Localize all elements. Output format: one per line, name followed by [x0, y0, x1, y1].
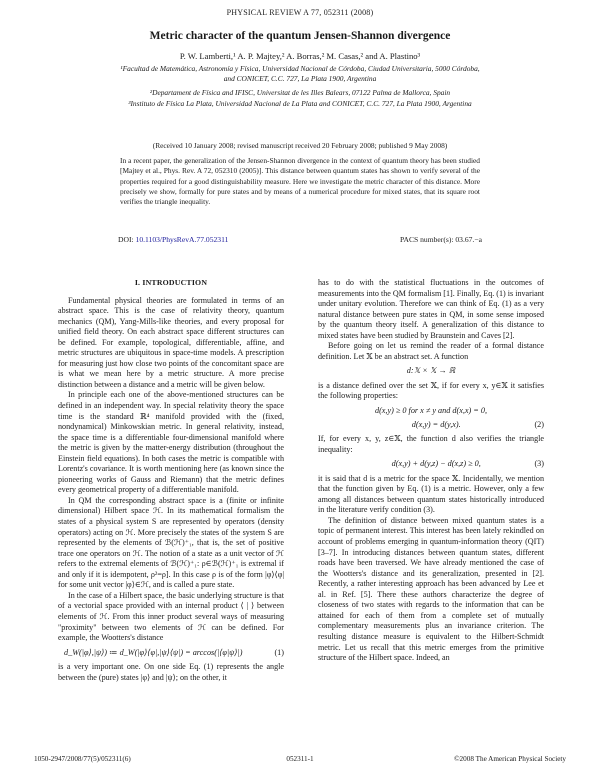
doi-label: DOI:: [118, 235, 134, 244]
equation-2a: d(x,y) ≥ 0 for x ≠ y and d(x,x) = 0,: [374, 406, 488, 416]
paragraph: has to do with the statistical fluctuations in the outcomes of measurements into the QM formalism [1]. Finally, Eq. (1) is invariant under unitary evolution. Therefore we can think of Eq. (1) as a very natural distance between pure states in QM, in some sense imposed by the quantum theory itself. A generalization of this distance to mixed states have been studied by Braunstein and Caves [2].: [318, 278, 544, 340]
abstract: In a recent paper, the generalization of the Jensen-Shannon divergence in the context of quantum theory has been studied [Majtey et al., Phys. Rev. A 72, 052310 (2005)]. This distance between quantum states has shown to verify several of the properties required for a good distinguishability measure. Here we investigate the metric character of this distance. More precisely we show, formally for pure states and by means of a numerical procedure for mixed states, that its square root verifies the triangle inequality.: [120, 156, 480, 207]
equation-3-body: d(x,y) + d(y,z) − d(x,z) ≥ 0,: [391, 459, 481, 469]
author-list: P. W. Lamberti,¹ A. P. Majtey,² A. Borras,² M. Casas,² and A. Plastino³: [179, 51, 421, 61]
affiliation-2: ²Departament de Física and IFISC, Universitat de les Illes Balears, 07122 Palma de Mallorca, Spain: [149, 88, 451, 97]
footer-issn: 1050-2947/2008/77(5)/052311(6): [34, 755, 131, 763]
paragraph: is a distance defined over the set 𝕏, if for every x, y∈𝕏 it satisfies the following properties:: [318, 380, 544, 401]
paper-title: Metric character of the quantum Jensen-Shannon divergence: [149, 30, 451, 42]
paragraph: The definition of distance between mixed quantum states is a topic of permanent interest. This interest has been lately rekindled on account of problems emerging in quantum-information theory (QIT) [3–7]. In introducing distances between quantum states, different roads have been traversed. We have already mentioned the case of the Wootters's distance and its generalization, presented in [2]. Recently, a rather interesting approach has been advanced by Lee et al. in Ref. [5]. There these authors characterize the degree of closeness of two states with regards to the information that can be attained for each of them from a complete set of mutually complementary measurements plus an invariance criterion. The resulting distance measure is equivalent to the Hilbert-Schmidt metric. Let us recall that this metric emerges from the primitive structure of the Hilbert space. Indeed, an: [318, 515, 544, 663]
paragraph: In principle each one of the above-mentioned structures can be defined in an independent way. In special relativity theory the space time is the standard ℝ⁴ manifold provided with the (fixed, nondynamical) Minkowskian metric. In general relativity, instead, the space time is a differentiable four-dimensional manifold where the metric is given by the matter-energy distribution (throughout the Einstein field equations). In both cases the metric is compatible with Lorentz's covariance. It is worth mentioning here (as known since the pioneering works of Gauss and Riemann) that the metric defines every geometrical property of a differentiable manifold.: [58, 390, 284, 495]
equation-3-number: (3): [534, 459, 544, 469]
equation-1-body: d_W(|φ⟩,|ψ⟩) ≔ d_W(|φ⟩⟨φ|,|ψ⟩⟨ψ|) = arccos(|⟨φ|ψ⟩|): [64, 647, 243, 657]
footer-copyright: ©2008 The American Physical Society: [454, 755, 566, 763]
equation-1: [64, 648, 284, 659]
section-heading: I. INTRODUCTION: [134, 278, 208, 287]
equation-2b: d(x,y) = d(y,x).: [411, 419, 461, 429]
paragraph: If, for every x, y, z∈𝕏, the function d also verifies the triangle inequality:: [318, 434, 544, 454]
equation-2-number: (2): [534, 419, 544, 429]
right-column: [318, 278, 544, 664]
paragraph: it is said that d is a metric for the space 𝕏. Incidentally, we mention that the function given by Eq. (1) is a metric. However, only a few among all distances between quantum states historically introduced in the literature verify condition (3).: [318, 473, 544, 515]
paragraph: Before going on let us remind the reader of a formal distance definition. Let 𝕏 be an abstract set. A function: [318, 341, 544, 361]
affiliation-1: ¹Facultad de Matemática, Astronomía y Física, Universidad Nacional de Córdoba, Ciudad Universitaria, 5000 Córdoba,: [120, 64, 480, 73]
running-head: PHYSICAL REVIEW A 77, 052311 (2008): [226, 8, 374, 17]
doi: [118, 235, 228, 244]
equation-distance-def: d:𝕏 × 𝕏 → ℝ: [406, 366, 456, 376]
equation-2: [318, 406, 544, 430]
paragraph: In QM the corresponding abstract space is a (finite or infinite dimensional) Hilbert space ℋ. In its mathematical formalism the states of a physical system S are represented by operators (density operators) acting on ℋ. More precisely the states of the system S are represented by the elements of ℬ(ℋ)⁺₁, that is, the set of positive trace one operators on ℋ. The notion of a state as a unit vector of ℋ refers to the extremal elements of ℬ(ℋ)⁺₁: ρ∈ℬ(ℋ)⁺₁ is extremal if and only if it is idempotent, ρ²=ρ]. In this case ρ is of the form |φ⟩⟨φ| for some unit vector |φ⟩∈ℋ, and is called a pure state.: [58, 495, 284, 590]
paragraph: Fundamental physical theories are formulated in terms of an abstract space. This is the case of relativity theory, quantum mechanics (QM), Yang-Mills-like theories, and every proposal for unified field theory. On each abstract space different structures can be defined. For example, topological, differentiable, affine, and metric structures are ubiquitous in space-time models. A prescription for measuring just how close two points of the concomitant space are is what we mean here by a metric structure. A more precise distinction between a distance and a metric will be given below.: [58, 295, 284, 389]
left-column: [58, 278, 284, 683]
affiliation-3: ³Instituto de Física La Plata, Universidad Nacional de La Plata and CONICET, C.C. 727, La Plata 1900, Argentina: [128, 99, 472, 108]
paragraph: is a very important one. On one side Eq. (1) represents the angle between the (pure) states |φ⟩ and |ψ⟩; on the other, it: [58, 662, 284, 682]
doi-link[interactable]: 10.1103/PhysRevA.77.052311: [135, 235, 229, 244]
doi-row: [118, 235, 482, 244]
equation-2b-row: [318, 420, 544, 431]
footer-page-number: 052311-1: [286, 755, 314, 763]
received-dates: (Received 10 January 2008; revised manuscript received 20 February 2008; published 9 May 2008): [152, 141, 448, 150]
equation-3: [318, 459, 544, 470]
paragraph: In the case of a Hilbert space, the basic underlying structure is that of a vectorial space provided with an internal product ⟨ | ⟩ between elements of ℋ. From this inner product several ways of measuring "proximity" between two elements of ℋ can be defined. For example, the Wootters's distance: [58, 590, 284, 643]
pacs-numbers: PACS number(s): 03.67.−a: [399, 235, 482, 244]
affiliation-1-cont: and CONICET, C.C. 727, La Plata 1900, Argentina: [223, 74, 377, 83]
equation-1-number: (1): [274, 647, 284, 657]
